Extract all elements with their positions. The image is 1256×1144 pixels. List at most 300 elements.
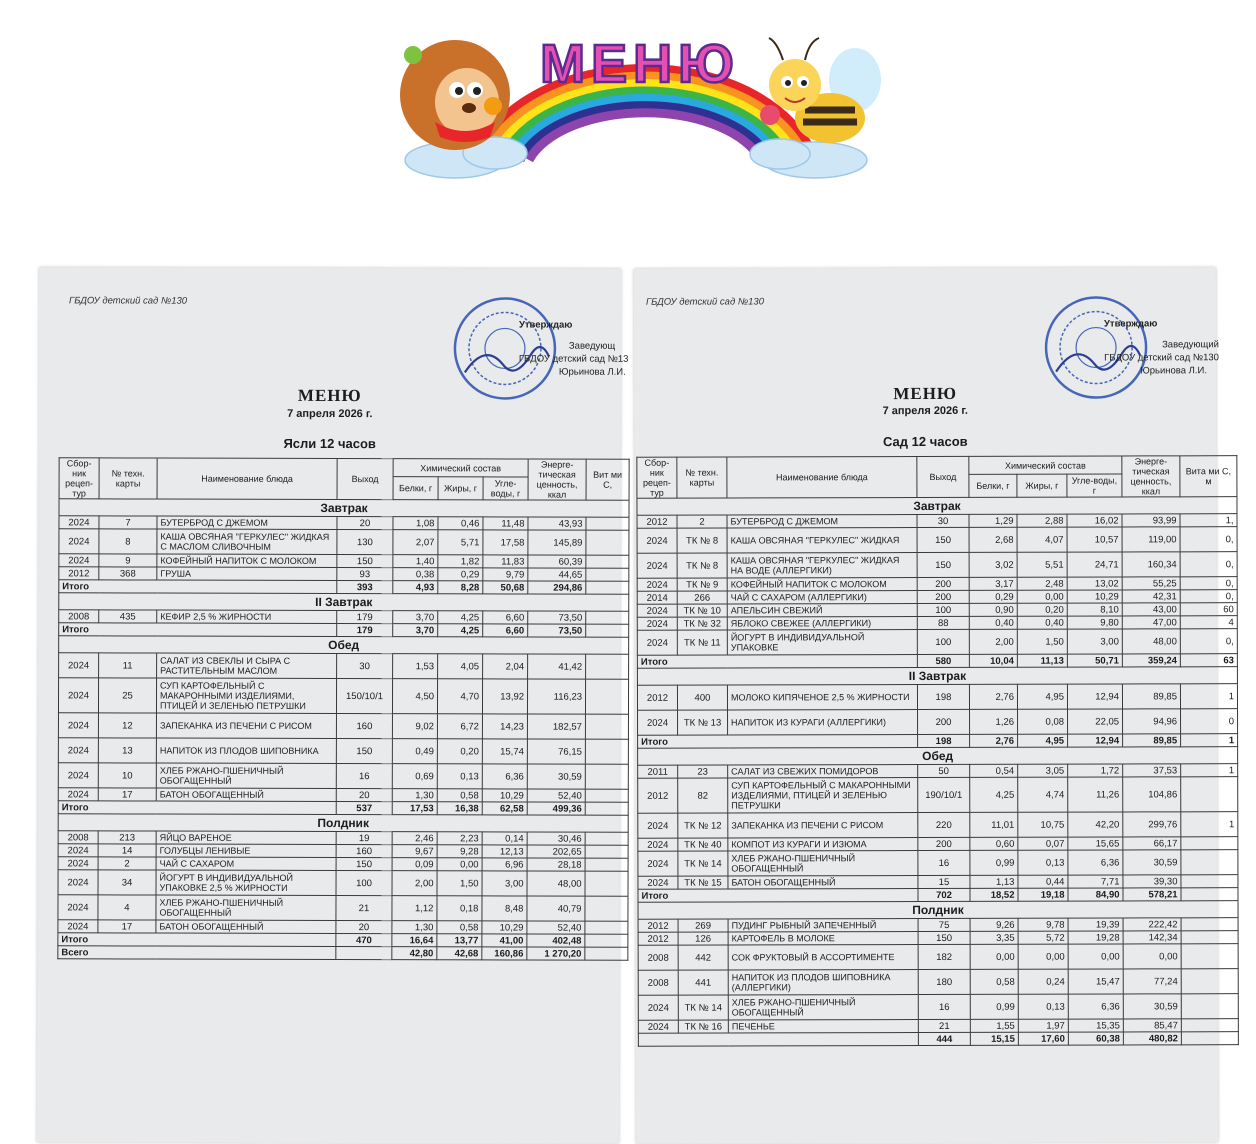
cell-energy: 94,96 <box>1123 709 1181 734</box>
cell-dish-name: НАПИТОК ИЗ ПЛОДОВ ШИПОВНИКА (АЛЛЕРГИКИ) <box>728 970 918 995</box>
total-fat: 13,77 <box>437 934 482 947</box>
cell-vitamin <box>585 921 628 934</box>
total-energy: 578,21 <box>1123 888 1181 901</box>
header-energy: Энерге-тическая ценность, ккал <box>1122 456 1180 497</box>
cell-protein: 1,55 <box>970 1019 1018 1032</box>
cell-energy: 28,18 <box>527 858 585 871</box>
total-protein: 3,70 <box>393 624 438 637</box>
cell-fat: 4,74 <box>1018 777 1068 812</box>
cell-collection: 2024 <box>59 653 99 678</box>
cell-fat: 0,13 <box>437 764 482 789</box>
cell-fat: 0,13 <box>1018 850 1068 875</box>
dish-row <box>637 527 1237 554</box>
total-label: Итого <box>58 801 336 815</box>
total-energy: 359,24 <box>1122 654 1180 667</box>
cell-energy: 55,25 <box>1122 577 1180 590</box>
total-yield: 470 <box>336 934 392 947</box>
cell-collection: 2024 <box>58 788 98 801</box>
cell-tech-card: 368 <box>99 567 157 580</box>
cell-energy: 222,42 <box>1123 918 1181 931</box>
dish-row <box>58 870 628 896</box>
cell-energy: 37,53 <box>1123 764 1181 777</box>
meal-section-label: Полдник <box>58 814 628 832</box>
cell-yield: 20 <box>336 789 392 802</box>
cell-protein: 0,29 <box>969 590 1017 603</box>
grand-total-fat: 42,68 <box>437 947 482 960</box>
cell-vitamin <box>585 679 628 714</box>
cell-collection: 2012 <box>637 515 677 528</box>
total-protein: 18,52 <box>970 888 1018 901</box>
cell-fat: 0,00 <box>1017 590 1067 603</box>
header-collection: Сбор-ник рецеп-тур <box>59 458 99 499</box>
meal-section-label: II Завтрак <box>637 667 1237 686</box>
cell-protein: 0,58 <box>970 969 1018 994</box>
grand-total-label: Всего <box>58 946 336 960</box>
cell-fat: 0,20 <box>437 739 482 764</box>
dish-row <box>58 738 628 764</box>
cell-tech-card: 14 <box>98 844 156 857</box>
cell-fat: 2,48 <box>1017 577 1067 590</box>
cell-carbs: 10,29 <box>482 921 527 934</box>
cell-carbs: 6,36 <box>1068 994 1123 1019</box>
meal-section-label: Завтрак <box>59 499 629 517</box>
cell-tech-card: ТК № 13 <box>678 710 728 735</box>
cell-protein: 3,02 <box>969 552 1017 577</box>
cell-protein: 1,53 <box>393 654 438 679</box>
hedgehog-icon <box>400 40 510 150</box>
cell-yield: 75 <box>918 918 970 931</box>
cell-yield: 30 <box>337 654 393 679</box>
cell-dish-name: КАША ОВСЯНАЯ "ГЕРКУЛЕС" ЖИДКАЯ С МАСЛОМ СЛИВОЧНЫМ <box>157 529 337 554</box>
cell-vitamin <box>585 764 628 789</box>
banner-title: МЕНЮ <box>540 34 740 94</box>
cell-vitamin <box>1181 994 1238 1019</box>
cell-tech-card: ТК № 40 <box>678 838 728 851</box>
cell-energy: 202,65 <box>527 845 585 858</box>
cell-collection: 2024 <box>637 604 677 617</box>
menu-title: МЕНЮ <box>893 383 958 404</box>
cell-protein: 0,38 <box>393 568 438 581</box>
approval-line: Юрьинова Л.И. <box>558 366 626 378</box>
cell-protein: 0,40 <box>969 616 1017 629</box>
cell-collection: 2024 <box>638 710 678 735</box>
total-vitamin <box>1181 1032 1238 1045</box>
cell-yield: 160 <box>336 714 392 739</box>
header-yield: Выход <box>917 456 969 497</box>
dish-row <box>637 552 1237 579</box>
total-fat: 19,18 <box>1018 888 1068 901</box>
cell-collection: 2024 <box>58 738 98 763</box>
cell-fat: 0,08 <box>1018 709 1068 734</box>
cell-carbs: 15,65 <box>1068 837 1123 850</box>
cell-fat: 10,75 <box>1018 812 1068 837</box>
dish-row <box>58 763 628 789</box>
cell-protein: 2,00 <box>969 629 1017 654</box>
cell-vitamin: 4 <box>1180 616 1237 629</box>
cell-fat: 0,46 <box>438 517 483 530</box>
cell-tech-card: 269 <box>678 919 728 932</box>
cell-vitamin: 1 <box>1181 812 1238 837</box>
header-vitamin: Вит ми С, <box>586 459 629 500</box>
header-carbs: Угле-воды, г <box>1067 474 1122 497</box>
dish-row <box>59 653 629 679</box>
cell-tech-card: 2 <box>98 857 156 870</box>
total-carbs: 84,90 <box>1068 888 1123 901</box>
cell-dish-name: КОМПОТ ИЗ КУРАГИ И ИЗЮМА <box>728 838 918 851</box>
cell-vitamin <box>1181 850 1238 875</box>
cell-energy: 119,00 <box>1122 527 1180 552</box>
meal-section-header <box>637 497 1237 516</box>
cell-carbs: 0,14 <box>482 832 527 845</box>
cell-carbs: 17,58 <box>483 530 528 555</box>
menu-date: 7 апреля 2026 г. <box>287 407 373 421</box>
cell-dish-name: ЗАПЕКАНКА ИЗ ПЕЧЕНИ С РИСОМ <box>156 713 336 738</box>
cell-energy: 30,59 <box>527 764 585 789</box>
dish-row <box>638 994 1238 1021</box>
cell-fat: 1,50 <box>437 871 482 896</box>
cell-yield: 20 <box>337 517 393 530</box>
cell-carbs: 6,36 <box>482 764 527 789</box>
grand-total-row <box>58 946 628 960</box>
cell-yield: 100 <box>917 629 969 654</box>
header-protein: Белки, г <box>969 475 1017 498</box>
cell-tech-card: 9 <box>99 554 157 567</box>
cell-tech-card: 82 <box>678 778 728 813</box>
cell-tech-card: 12 <box>98 713 156 738</box>
cell-energy: 48,00 <box>527 871 585 896</box>
cell-vitamin <box>1181 918 1238 931</box>
cell-protein: 1,13 <box>970 875 1018 888</box>
cell-protein: 0,90 <box>969 603 1017 616</box>
cell-dish-name: ЙОГУРТ В ИНДИВИДУАЛЬНОЙ УПАКОВКЕ 2,5 % ЖИРНОСТИ <box>156 870 336 895</box>
cell-carbs: 11,26 <box>1068 777 1123 812</box>
cell-yield: 16 <box>336 764 392 789</box>
cell-energy: 39,30 <box>1123 875 1181 888</box>
cell-vitamin: 1, <box>1180 514 1237 527</box>
cell-dish-name: ЙОГУРТ В ИНДИВИДУАЛЬНОЙ УПАКОВКЕ <box>727 630 917 655</box>
approval-line: Утверждаю <box>1103 318 1158 330</box>
cell-dish-name: СУП КАРТОФЕЛЬНЫЙ С МАКАРОННЫМИ ИЗДЕЛИЯМИ, ПТИЦЕЙ И ЗЕЛЕНЬЮ ПЕТРУШКИ <box>728 778 918 813</box>
cell-fat: 0,40 <box>1017 616 1067 629</box>
cell-tech-card: ТК № 8 <box>677 553 727 578</box>
cell-yield: 150 <box>336 739 392 764</box>
cell-energy: 160,34 <box>1122 552 1180 577</box>
cell-fat: 2,88 <box>1017 514 1067 527</box>
cell-energy: 30,59 <box>1123 994 1181 1019</box>
cell-protein: 9,26 <box>970 918 1018 931</box>
cell-dish-name: БУТЕРБРОД С ДЖЕМОМ <box>157 516 337 529</box>
header-carbs: Угле-воды, г <box>483 477 528 500</box>
cell-vitamin <box>585 789 628 802</box>
cell-tech-card: 442 <box>678 945 728 970</box>
cell-protein: 1,30 <box>392 789 437 802</box>
cell-yield: 130 <box>337 530 393 555</box>
cell-yield: 50 <box>918 764 970 777</box>
dish-row <box>637 629 1237 656</box>
cell-carbs: 11,83 <box>483 555 528 568</box>
cell-collection: 2024 <box>638 995 678 1020</box>
cell-tech-card: 17 <box>98 788 156 801</box>
cell-tech-card: ТК № 9 <box>677 578 727 591</box>
cell-yield: 200 <box>917 590 969 603</box>
cell-dish-name: КЕФИР 2,5 % ЖИРНОСТИ <box>157 610 337 623</box>
cell-vitamin <box>586 517 629 530</box>
total-fat: 4,25 <box>438 624 483 637</box>
total-yield: 179 <box>337 624 393 637</box>
meal-section-label: Полдник <box>638 901 1238 920</box>
cell-energy: 116,23 <box>527 679 585 714</box>
cell-dish-name: ПЕЧЕНЬЕ <box>728 1020 918 1033</box>
total-protein: 16,64 <box>392 934 437 947</box>
cell-protein: 0,09 <box>392 858 437 871</box>
cell-vitamin <box>1181 931 1238 944</box>
cell-protein: 2,07 <box>393 530 438 555</box>
menu-table <box>636 455 1239 1047</box>
cell-protein: 1,29 <box>969 514 1017 527</box>
cell-protein: 1,08 <box>393 517 438 530</box>
dish-row <box>638 850 1238 877</box>
cell-tech-card: 213 <box>98 831 156 844</box>
total-vitamin <box>585 934 628 947</box>
total-protein: 17,53 <box>392 802 437 815</box>
cell-vitamin: 0, <box>1180 552 1237 577</box>
total-label: Итого <box>638 889 918 903</box>
cell-yield: 200 <box>917 577 969 590</box>
cell-carbs: 10,29 <box>1067 590 1122 603</box>
cell-tech-card: 126 <box>678 932 728 945</box>
cell-energy: 47,00 <box>1122 616 1180 629</box>
approval-line: ГБДОУ детский сад №130 <box>1104 352 1219 364</box>
menu-date: 7 апреля 2026 г. <box>882 404 968 418</box>
cell-fat: 0,24 <box>1018 969 1068 994</box>
cell-fat: 4,25 <box>438 611 483 624</box>
cell-energy: 43,93 <box>528 517 586 530</box>
cell-energy: 66,17 <box>1123 837 1181 850</box>
total-energy: 294,86 <box>528 581 586 594</box>
cell-fat: 4,70 <box>437 679 482 714</box>
cell-collection: 2024 <box>58 857 98 870</box>
header-collection: Сбор-ник рецеп-тур <box>637 457 677 498</box>
cell-vitamin <box>585 714 628 739</box>
header-protein: Белки, г <box>393 477 438 500</box>
dish-row <box>638 709 1238 736</box>
cell-yield: 88 <box>917 616 969 629</box>
dish-row <box>638 969 1238 996</box>
total-fat: 8,28 <box>438 581 483 594</box>
cell-collection: 2024 <box>637 528 677 553</box>
meal-section-header <box>638 901 1238 920</box>
dish-row <box>59 529 629 555</box>
cell-collection: 2024 <box>638 1020 678 1033</box>
cell-carbs: 6,36 <box>1068 850 1123 875</box>
cell-yield: 180 <box>918 969 970 994</box>
cell-energy: 142,34 <box>1123 931 1181 944</box>
cell-protein: 2,68 <box>969 527 1017 552</box>
cell-energy: 42,31 <box>1122 590 1180 603</box>
cell-tech-card: ТК № 14 <box>678 995 728 1020</box>
total-vitamin <box>1181 888 1238 901</box>
cell-vitamin <box>1181 777 1238 812</box>
grand-total-protein: 42,80 <box>392 947 437 960</box>
cell-carbs: 3,00 <box>482 871 527 896</box>
cell-dish-name: САЛАТ ИЗ СВЕКЛЫ И СЫРА С РАСТИТЕЛЬНЫМ МАСЛОМ <box>157 653 337 678</box>
cell-yield: 19 <box>336 832 392 845</box>
cell-carbs: 14,23 <box>482 714 527 739</box>
cell-energy: 48,00 <box>1122 629 1180 654</box>
cell-yield: 150 <box>336 858 392 871</box>
cell-yield: 150 <box>918 931 970 944</box>
cell-collection: 2024 <box>58 678 98 713</box>
cell-vitamin <box>1181 875 1238 888</box>
cell-fat: 1,50 <box>1017 629 1067 654</box>
cell-carbs: 6,60 <box>483 611 528 624</box>
total-label: Итого <box>58 933 336 947</box>
cell-tech-card: 17 <box>98 920 156 933</box>
cell-carbs: 1,72 <box>1068 764 1123 777</box>
cell-vitamin <box>585 832 628 845</box>
cell-yield: 30 <box>917 514 969 527</box>
total-label: Итого <box>59 623 337 637</box>
cell-protein: 0,54 <box>970 764 1018 777</box>
cell-dish-name: ХЛЕБ РЖАНО-ПШЕНИЧНЫЙ ОБОГАЩЕННЫЙ <box>156 763 336 788</box>
approval-line: Юрьинова Л.И. <box>1140 365 1208 377</box>
cell-fat: 4,05 <box>438 654 483 679</box>
cell-dish-name: КАША ОВСЯНАЯ "ГЕРКУЛЕС" ЖИДКАЯ НА ВОДЕ (АЛЛЕРГИКИ) <box>727 553 917 578</box>
total-label: Итого <box>637 655 917 669</box>
cell-yield: 93 <box>337 568 393 581</box>
cell-vitamin: 1 <box>1181 764 1238 777</box>
cell-vitamin: 0 <box>1181 709 1238 734</box>
cell-dish-name: БАТОН ОБОГАЩЕННЫЙ <box>728 876 918 889</box>
cell-yield: 21 <box>918 1019 970 1032</box>
total-energy: 73,50 <box>528 624 586 637</box>
cell-fat: 0,13 <box>1018 994 1068 1019</box>
cell-protein: 2,46 <box>392 832 437 845</box>
cell-collection: 2024 <box>638 813 678 838</box>
cell-carbs: 9,80 <box>1067 616 1122 629</box>
total-vitamin <box>586 624 629 637</box>
cell-yield: 150 <box>337 555 393 568</box>
menu-banner <box>385 10 895 190</box>
cell-tech-card: 11 <box>99 653 157 678</box>
cell-fat: 1,97 <box>1018 1019 1068 1032</box>
cell-yield: 100 <box>336 871 392 896</box>
cell-dish-name: БУТЕРБРОД С ДЖЕМОМ <box>727 515 917 528</box>
cell-tech-card: 23 <box>678 765 728 778</box>
cell-fat: 5,72 <box>1018 931 1068 944</box>
cell-protein: 9,67 <box>392 845 437 858</box>
total-carbs: 6,60 <box>483 624 528 637</box>
cell-collection: 2008 <box>638 945 678 970</box>
grand-total-vitamin <box>585 947 628 960</box>
total-label: Итого <box>59 580 337 594</box>
total-carbs: 60,38 <box>1068 1032 1123 1045</box>
cell-yield: 220 <box>918 812 970 837</box>
cell-vitamin <box>585 871 628 896</box>
cell-yield: 200 <box>918 837 970 850</box>
cell-dish-name: ХЛЕБ РЖАНО-ПШЕНИЧНЫЙ ОБОГАЩЕННЫЙ <box>728 851 918 876</box>
cell-vitamin: 60 <box>1180 603 1237 616</box>
total-energy: 402,48 <box>527 934 585 947</box>
cell-yield: 160 <box>336 845 392 858</box>
cell-fat: 0,44 <box>1018 875 1068 888</box>
cell-protein: 0,60 <box>970 837 1018 850</box>
header-chemical: Химический состав <box>969 456 1122 475</box>
cell-tech-card: ТК № 11 <box>677 630 727 655</box>
cell-collection: 2012 <box>638 919 678 932</box>
cell-tech-card: 400 <box>677 685 727 710</box>
cell-carbs: 0,00 <box>1068 944 1123 969</box>
cell-energy: 182,57 <box>527 714 585 739</box>
total-row <box>638 1032 1238 1047</box>
group-title: Ясли 12 часов <box>283 435 376 452</box>
cell-protein: 2,76 <box>969 684 1017 709</box>
cell-vitamin <box>586 568 629 581</box>
cell-dish-name: ХЛЕБ РЖАНО-ПШЕНИЧНЫЙ ОБОГАЩЕННЫЙ <box>156 895 336 920</box>
cell-yield: 21 <box>336 896 392 921</box>
cell-tech-card: 7 <box>99 516 157 529</box>
cell-protein: 4,25 <box>970 777 1018 812</box>
menu-table <box>57 457 629 960</box>
cell-tech-card: 25 <box>98 678 156 713</box>
cell-tech-card: ТК № 8 <box>677 528 727 553</box>
cell-protein: 4,50 <box>392 679 437 714</box>
cell-carbs: 22,05 <box>1068 709 1123 734</box>
cell-carbs: 13,92 <box>482 679 527 714</box>
total-carbs: 50,68 <box>483 581 528 594</box>
cell-tech-card: 10 <box>98 763 156 788</box>
total-energy: 89,85 <box>1123 734 1181 747</box>
cell-dish-name: КАША ОВСЯНАЯ "ГЕРКУЛЕС" ЖИДКАЯ <box>727 528 917 553</box>
cell-vitamin: 0, <box>1180 577 1237 590</box>
meal-section-header <box>59 593 629 611</box>
cell-energy: 73,50 <box>528 611 586 624</box>
cell-carbs: 24,71 <box>1067 552 1122 577</box>
cell-dish-name: ЗАПЕКАНКА ИЗ ПЕЧЕНИ С РИСОМ <box>728 813 918 838</box>
cell-tech-card: 34 <box>98 870 156 895</box>
cell-fat: 5,71 <box>438 530 483 555</box>
total-vitamin <box>585 802 628 815</box>
header-tech-card: № техн. карты <box>677 457 727 498</box>
cell-tech-card: 2 <box>677 515 727 528</box>
header-fat: Жиры, г <box>438 477 483 500</box>
cell-energy: 76,15 <box>527 739 585 764</box>
cell-energy: 41,42 <box>528 654 586 679</box>
total-protein: 10,04 <box>969 654 1017 667</box>
cell-dish-name: ЯБЛОКО СВЕЖЕЕ (АЛЛЕРГИКИ) <box>727 617 917 630</box>
total-protein: 2,76 <box>970 734 1018 747</box>
cell-carbs: 2,04 <box>483 654 528 679</box>
cell-collection: 2012 <box>59 567 99 580</box>
cell-yield: 100 <box>917 603 969 616</box>
cell-dish-name: НАПИТОК ИЗ КУРАГИ (АЛЛЕРГИКИ) <box>728 710 918 735</box>
menu-sheet-kindergarten <box>634 267 1235 1144</box>
cell-fat: 0,18 <box>437 896 482 921</box>
cell-fat: 0,58 <box>437 789 482 802</box>
cell-yield: 200 <box>918 709 970 734</box>
dish-row <box>58 895 628 921</box>
cell-fat: 0,29 <box>438 568 483 581</box>
approval-line: Заведующ <box>568 340 616 352</box>
cell-protein: 3,35 <box>970 931 1018 944</box>
cell-protein: 0,99 <box>970 850 1018 875</box>
cell-protein: 1,12 <box>392 896 437 921</box>
cell-yield: 16 <box>918 850 970 875</box>
cell-collection: 2024 <box>58 920 98 933</box>
total-vitamin: 1 <box>1181 734 1238 747</box>
cell-vitamin <box>1181 969 1238 994</box>
dish-row <box>638 944 1238 971</box>
